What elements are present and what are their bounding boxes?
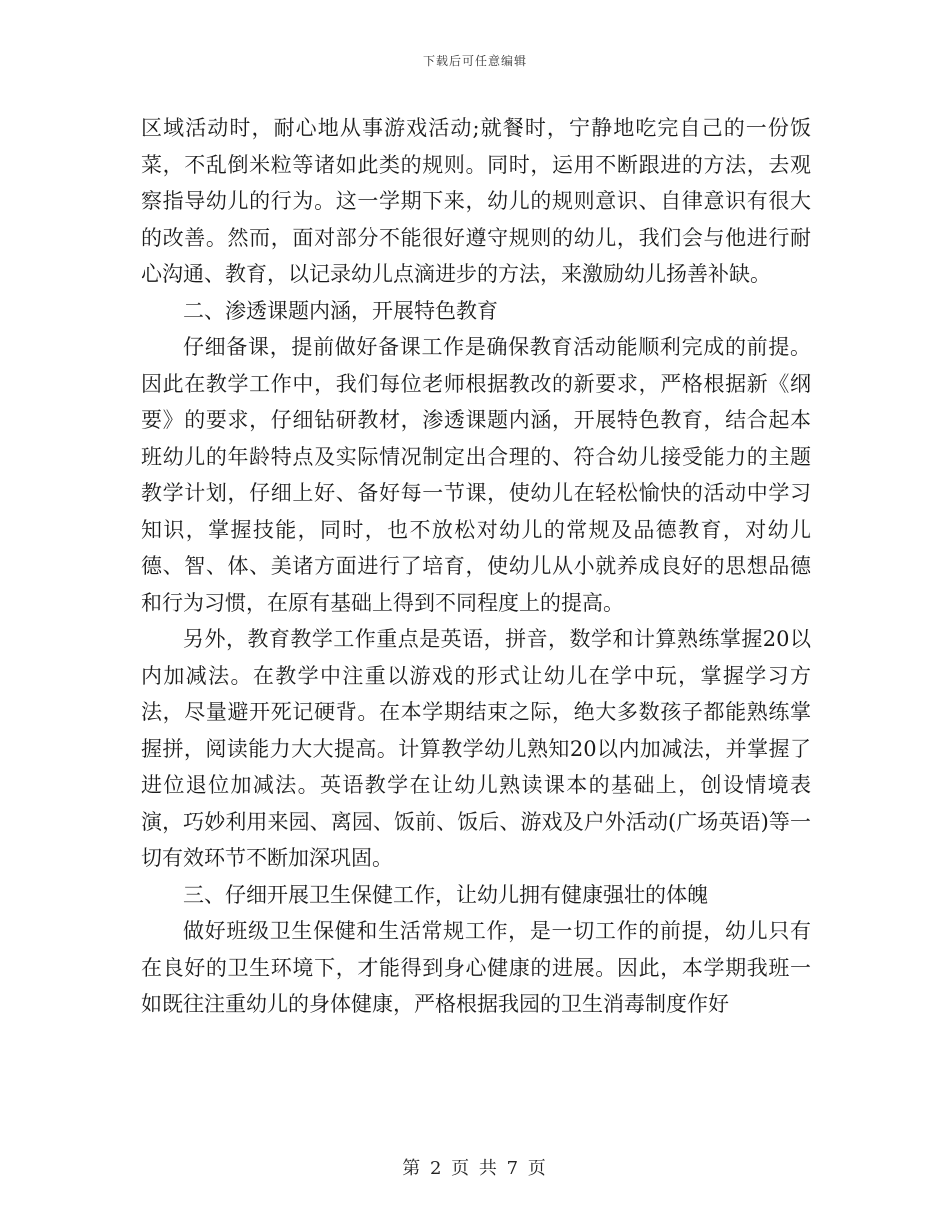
- paragraph-rules-continued: 区域活动时，耐心地从事游戏活动;就餐时，宁静地吃完自己的一份饭菜，不乱倒米粒等诸如此类的规则。同时，运用不断跟进的方法，去观察指导幼儿的行为。这一学期下来，幼儿的规则意识、自律意识有很大的改善。然而，面对部分不能很好遵守规则的幼儿，我们会与他进行耐心沟通、教育，以记录幼儿点滴进步的方法，来激励幼儿扬善补缺。: [141, 116, 811, 286]
- paragraph-teaching-focus: 另外，教育教学工作重点是英语，拼音，数学和计算熟练掌握20以内加减法。在教学中注重以游戏的形式让幼儿在学中玩，掌握学习方法，尽量避开死记硬背。在本学期结束之际，绝大多数孩子都能熟练掌握拼，阅读能力大大提高。计算教学幼儿熟知20以内加减法，并掌握了进位退位加减法。英语教学在让幼儿熟读课本的基础上，创设情境表演，巧妙利用来园、离园、饭前、饭后、游戏及户外活动(广场英语)等一切有效环节不断加深巩固。: [141, 627, 811, 870]
- section-heading-2: 二、渗透课题内涵，开展特色教育: [183, 298, 498, 323]
- paragraph-lesson-prep: 仔细备课，提前做好备课工作是确保教育活动能顺利完成的前提。因此在教学工作中，我们每位老师根据教改的新要求，严格根据新《纲要》的要求，仔细钻研教材，渗透课题内涵，开展特色教育，结合起本班幼儿的年龄特点及实际情况制定出合理的、符合幼儿接受能力的主题教学计划，仔细上好、备好每一节课，使幼儿在轻松愉快的活动中学习知识，掌握技能，同时，也不放松对幼儿的常规及品德教育，对幼儿德、智、体、美诸方面进行了培育，使幼儿从小就养成良好的思想品德和行为习惯，在原有基础上得到不同程度上的提高。: [141, 335, 811, 615]
- paragraph-hygiene: 做好班级卫生保健和生活常规工作，是一切工作的前提，幼儿只有在良好的卫生环境下，才能得到身心健康的进展。因此，本学期我班一如既往注重幼儿的身体健康，严格根据我园的卫生消毒制度作好: [141, 919, 811, 1016]
- page-header: 下载后可任意编辑: [422, 54, 527, 68]
- page-number: 第 2 页 共 7 页: [402, 1158, 548, 1179]
- document-body: [141, 110, 811, 1023]
- section-heading-3: 三、仔细开展卫生保健工作，让幼儿拥有健康强壮的体魄: [183, 882, 708, 907]
